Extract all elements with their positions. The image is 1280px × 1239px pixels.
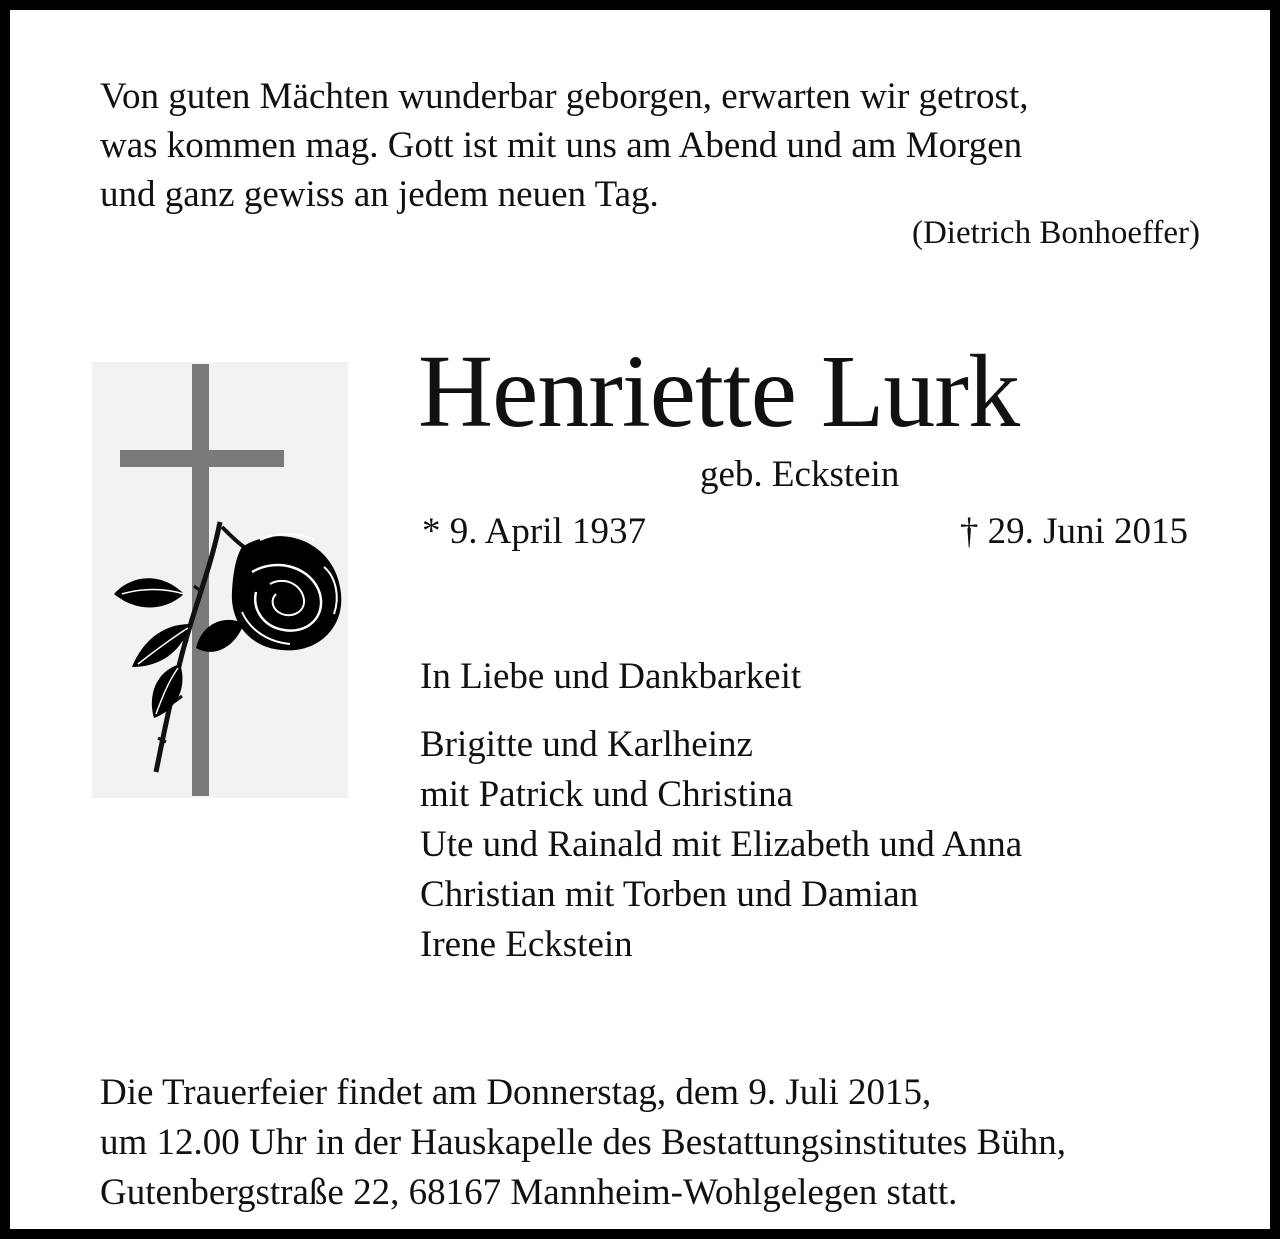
mourner-line: Ute und Rainald mit Elizabeth und Anna [420, 824, 1023, 865]
service-line: Die Trauerfeier findet am Donnerstag, dem 9. Juli 2015, [100, 1072, 932, 1113]
service-line: um 12.00 Uhr in der Hauskapelle des Bestattungsinstitutes Bühn, [100, 1122, 1066, 1163]
mourner-line: Brigitte und Karlheinz [420, 724, 753, 765]
quote-line: und ganz gewiss an jedem neuen Tag. [100, 174, 659, 215]
quote-line: Von guten Mächten wunderbar geborgen, erwarten wir getrost, [100, 76, 1029, 117]
service-line: Gutenbergstraße 22, 68167 Mannheim-Wohlgelegen statt. [100, 1172, 958, 1213]
funeral-service-info [100, 1068, 1230, 1218]
quote-line: was kommen mag. Gott ist mit uns am Abend und am Morgen [100, 125, 1023, 166]
maiden-name: geb. Eckstein [700, 454, 900, 495]
mourner-line: Christian mit Torben und Damian [420, 874, 919, 915]
death-date: † 29. Juni 2015 [959, 511, 1188, 552]
birth-date: * 9. April 1937 [422, 511, 647, 552]
mourner-line: mit Patrick und Christina [420, 774, 794, 815]
mourners-list [420, 720, 1022, 970]
quote-author: (Dietrich Bonhoeffer) [911, 215, 1200, 251]
cross-with-rose-icon [92, 362, 348, 798]
dedication: In Liebe und Dankbarkeit [420, 656, 802, 697]
deceased-name: Henriette Lurk [418, 334, 1020, 449]
mourner-line: Irene Eckstein [420, 924, 633, 965]
bonhoeffer-quote [100, 72, 1230, 219]
